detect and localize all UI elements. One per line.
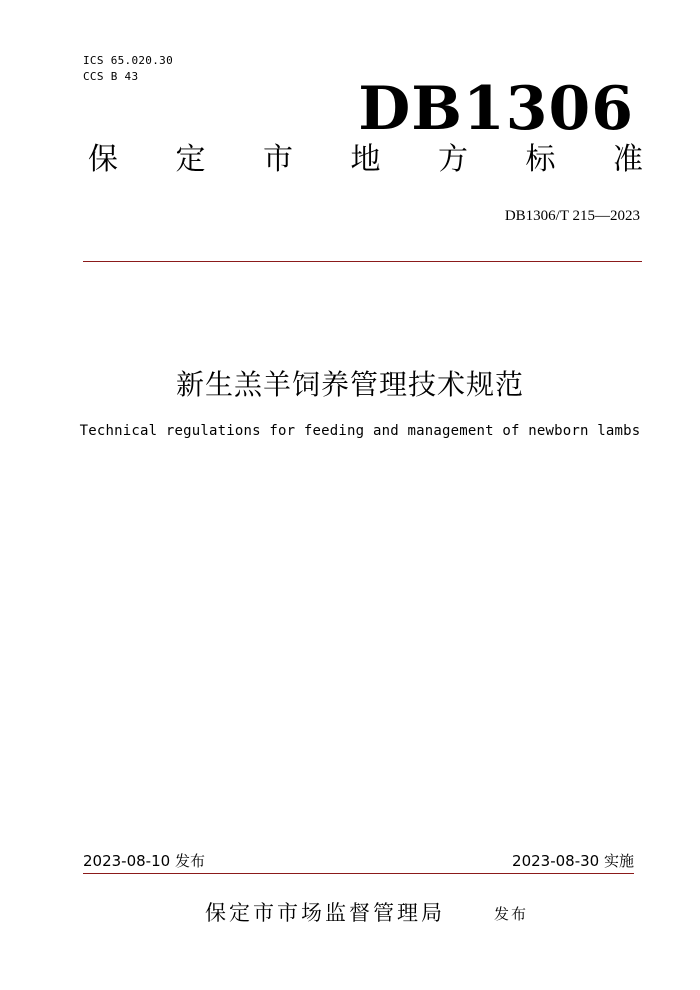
bottom-divider [83, 873, 634, 874]
name-char: 地 [350, 142, 381, 177]
name-char: 标 [525, 142, 556, 177]
name-char: 市 [263, 142, 293, 177]
issue-label: 发布 [494, 905, 529, 923]
name-char: 准 [613, 142, 643, 177]
english-title: Technical regulations for feeding and management of newborn lambs [79, 423, 641, 439]
top-divider [83, 261, 642, 262]
name-char: 方 [438, 142, 468, 177]
classification-codes [83, 53, 173, 85]
standard-type-name [88, 140, 643, 180]
name-char: 保 [88, 142, 118, 177]
ics-code: ICS 65.020.30 [83, 54, 173, 67]
issuing-authority: 保定市市场监督管理局 [205, 901, 445, 925]
implement-date: 2023-08-30 实施 [512, 852, 634, 870]
ccs-code: CCS B 43 [83, 70, 139, 83]
document-title: 新生羔羊饲养管理技术规范 [175, 368, 524, 401]
standard-code: DB1306 [358, 74, 634, 144]
name-char: 定 [175, 142, 206, 177]
publish-date: 2023-08-10 发布 [83, 852, 205, 870]
standard-number: DB1306/T 215—2023 [504, 208, 640, 224]
